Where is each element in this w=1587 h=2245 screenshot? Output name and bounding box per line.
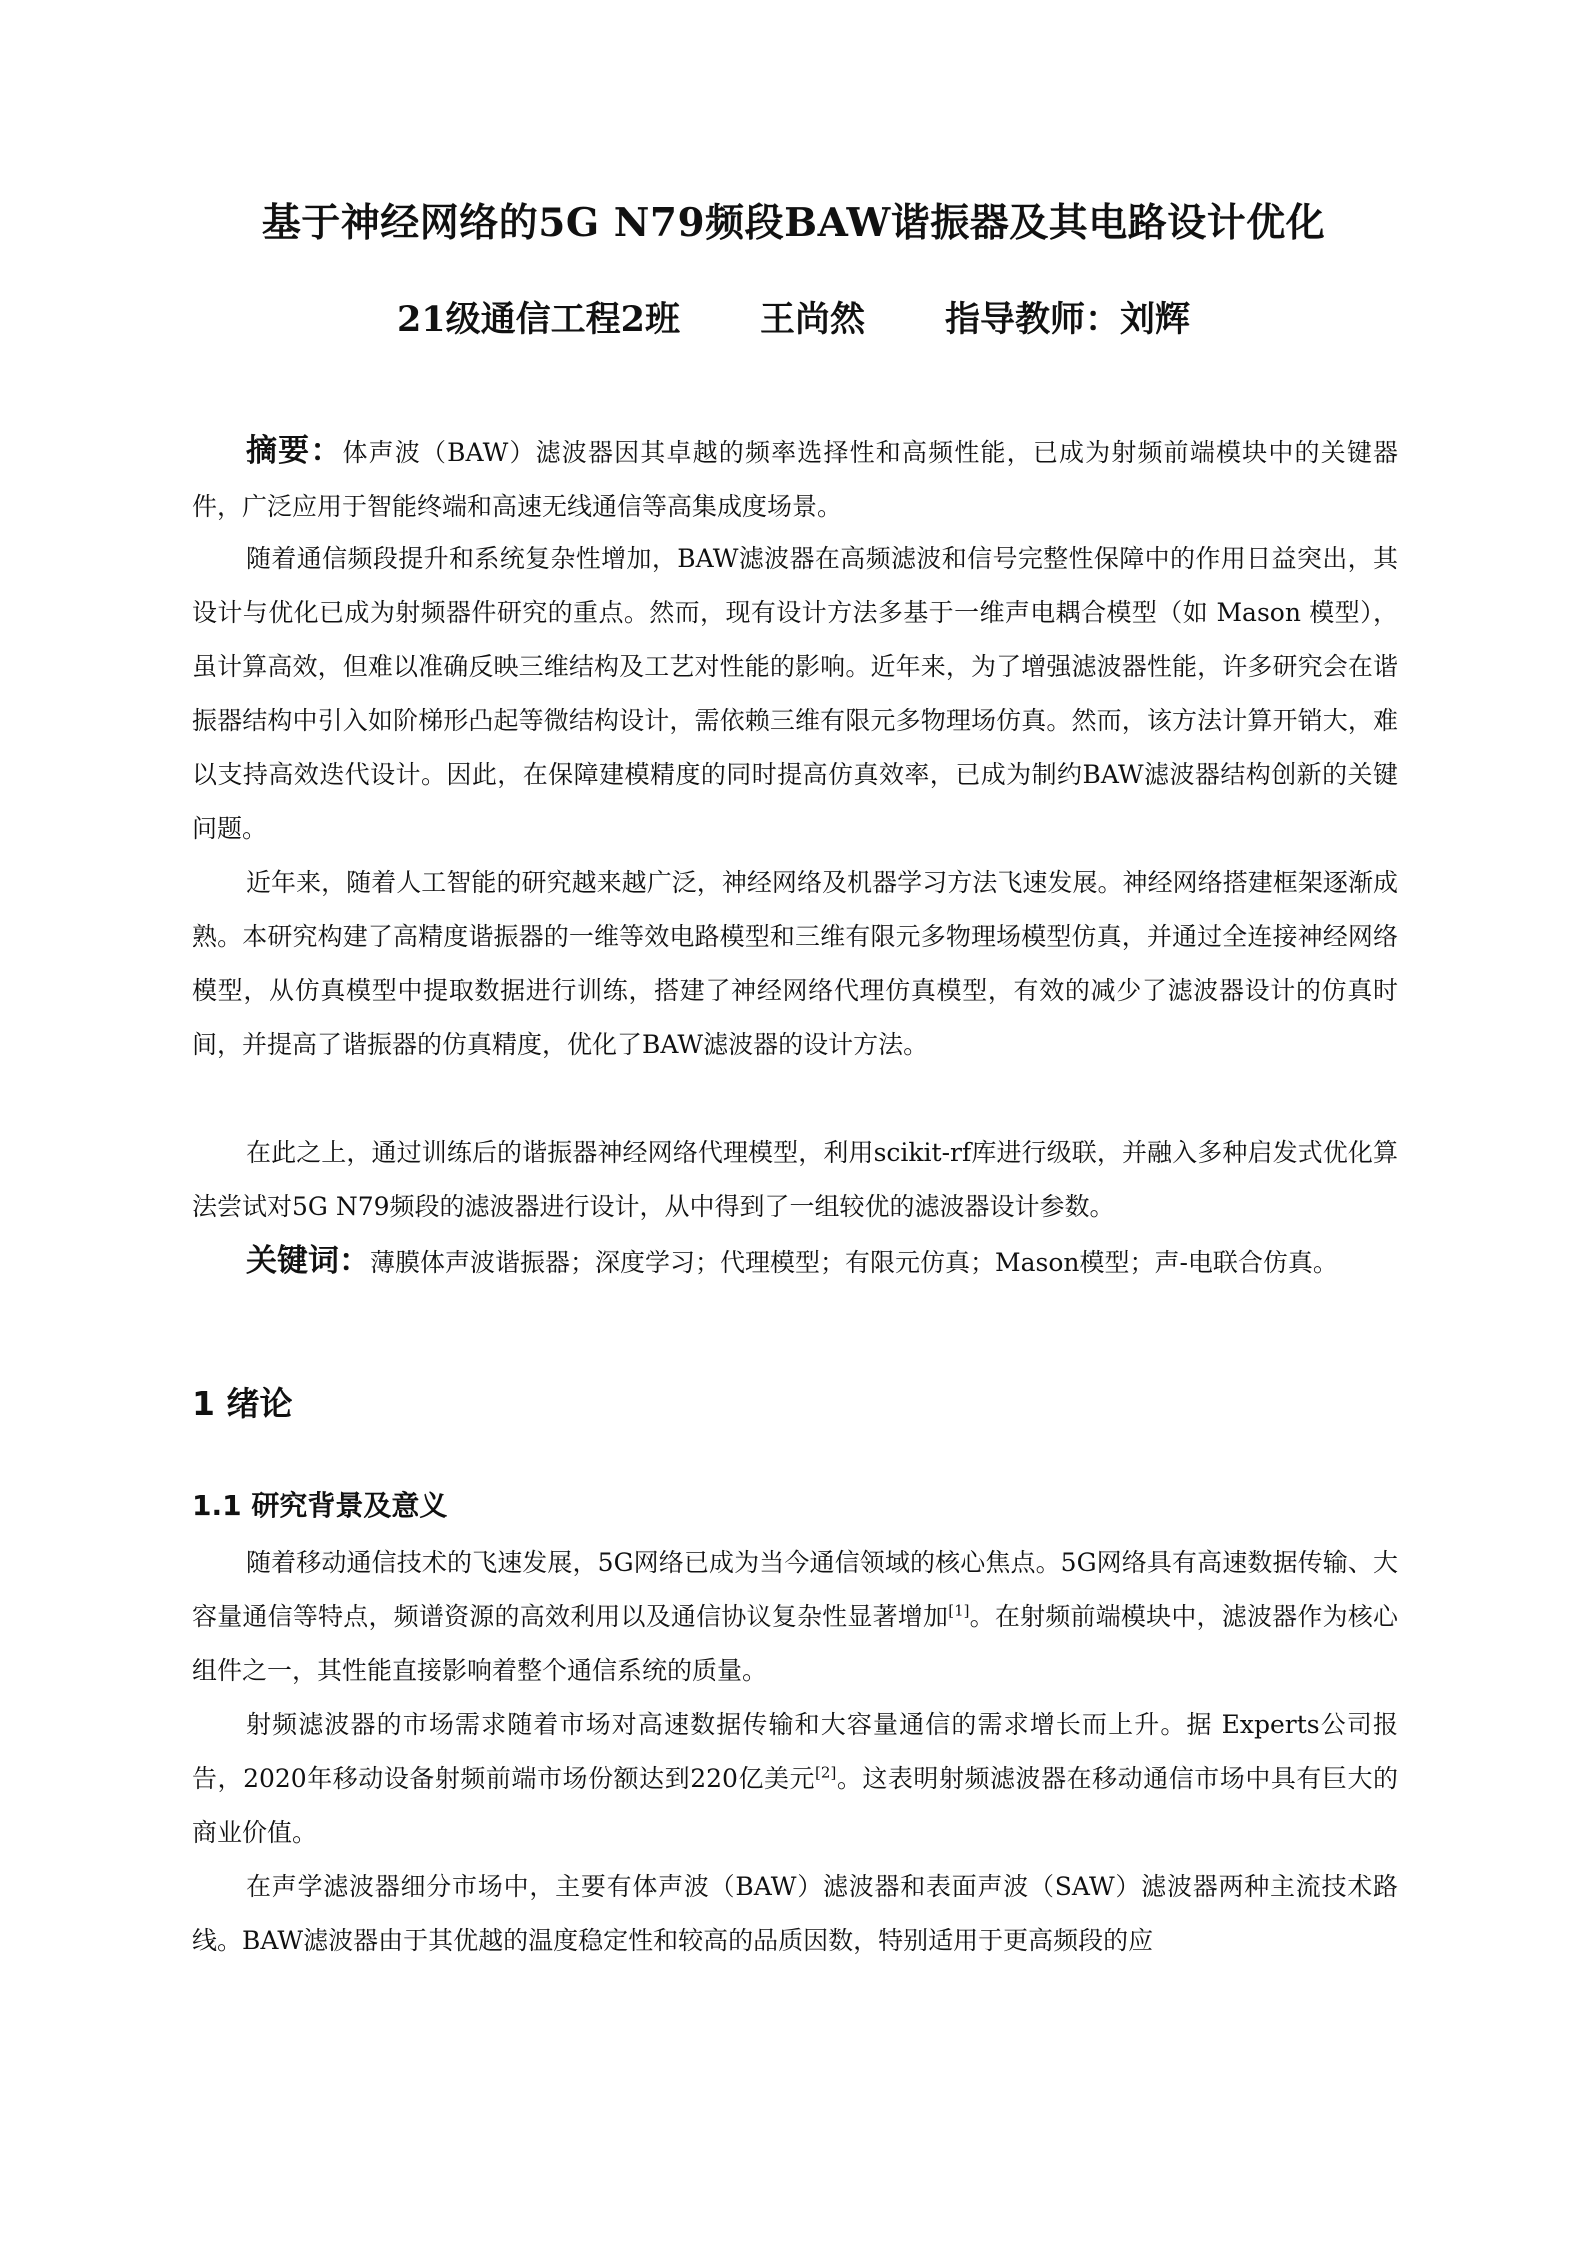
advisor-name: 指导教师：刘辉 — [945, 299, 1191, 340]
section-heading-1: 1 绪论 — [192, 1384, 293, 1423]
abstract-paragraph-3: 近年来，随着人工智能的研究越来越广泛，神经网络及机器学习方法飞速发展。神经网络搭建框架逐渐成熟。本研究构建了高精度谐振器的一维等效电路模型和三维有限元多物理场模型仿真，并通过全连接神经网络模型，从仿真模型中提取数据进行训练，搭建了神经网络代理仿真模型，有效的减少了滤波器设计的仿真时间，并提高了谐振器的仿真精度，优化了BAW滤波器的设计方法。 — [192, 868, 1398, 1059]
abstract-paragraph-1 — [192, 424, 1398, 534]
abstract-paragraph-4: 在此之上，通过训练后的谐振器神经网络代理模型，利用scikit-rf库进行级联，并融入多种启发式优化算法尝试对5G N79频段的滤波器进行设计，从中得到了一组较优的滤波器设计参数。 — [192, 1138, 1398, 1221]
citation-ref-1[interactable]: [1] — [948, 1601, 970, 1620]
body-paragraph-2 — [192, 1698, 1398, 1860]
body-paragraph-2-text-end: 。这表明射频滤波器在移动通信市场中具有巨大的商业价值。 — [192, 1764, 1398, 1847]
subsection-heading-1-1: 1.1 研究背景及意义 — [192, 1489, 448, 1522]
abstract-label: 摘要： — [246, 433, 343, 469]
keywords-text: 薄膜体声波谐振器；深度学习；代理模型；有限元仿真；Mason模型；声-电联合仿真。 — [370, 1248, 1338, 1277]
body-paragraph-1-text-end: 。在射频前端模块中，滤波器作为核心组件之一，其性能直接影响着整个通信系统的质量。 — [192, 1602, 1398, 1685]
author-class: 21级通信工程2班 — [396, 299, 681, 340]
body-paragraph-1 — [192, 1536, 1398, 1698]
abstract-text-1: 体声波（BAW）滤波器因其卓越的频率选择性和高频性能，已成为射频前端模块中的关键器件，广泛应用于智能终端和高速无线通信等高集成度场景。 — [192, 438, 1398, 521]
keywords-paragraph — [192, 1234, 1398, 1290]
paper-title: 基于神经网络的5G N79频段BAW谐振器及其电路设计优化 — [261, 200, 1326, 246]
author-name: 王尚然 — [760, 299, 866, 340]
author-line — [0, 292, 1587, 342]
body-paragraph-1-text: 随着移动通信技术的飞速发展，5G网络已成为当今通信领域的核心焦点。5G网络具有高速数据传输、大容量通信等特点，频谱资源的高效利用以及通信协议复杂性显著增加 — [192, 1548, 1398, 1631]
keywords-label: 关键词： — [246, 1243, 370, 1279]
citation-ref-2[interactable]: [2] — [815, 1763, 837, 1782]
body-paragraph-2-text: 射频滤波器的市场需求随着市场对高速数据传输和大容量通信的需求增长而上升。据 Experts公司报告，2020年移动设备射频前端市场份额达到220亿美元 — [192, 1710, 1398, 1793]
abstract-paragraph-2: 随着通信频段提升和系统复杂性增加，BAW滤波器在高频滤波和信号完整性保障中的作用日益突出，其设计与优化已成为射频器件研究的重点。然而，现有设计方法多基于一维声电耦合模型（如 Mason 模型），虽计算高效，但难以准确反映三维结构及工艺对性能的影响。近年来，为了增强滤波器性能，许多研究会在谐振器结构中引入如阶梯形凸起等微结构设计，需依赖三维有限元多物理场仿真。然而，该方法计算开销大，难以支持高效迭代设计。因此，在保障建模精度的同时提高仿真效率，已成为制约BAW滤波器结构创新的关键问题。 — [192, 544, 1398, 843]
body-paragraph-3: 在声学滤波器细分市场中，主要有体声波（BAW）滤波器和表面声波（SAW）滤波器两种主流技术路线。BAW滤波器由于其优越的温度稳定性和较高的品质因数，特别适用于更高频段的应 — [192, 1872, 1398, 1955]
